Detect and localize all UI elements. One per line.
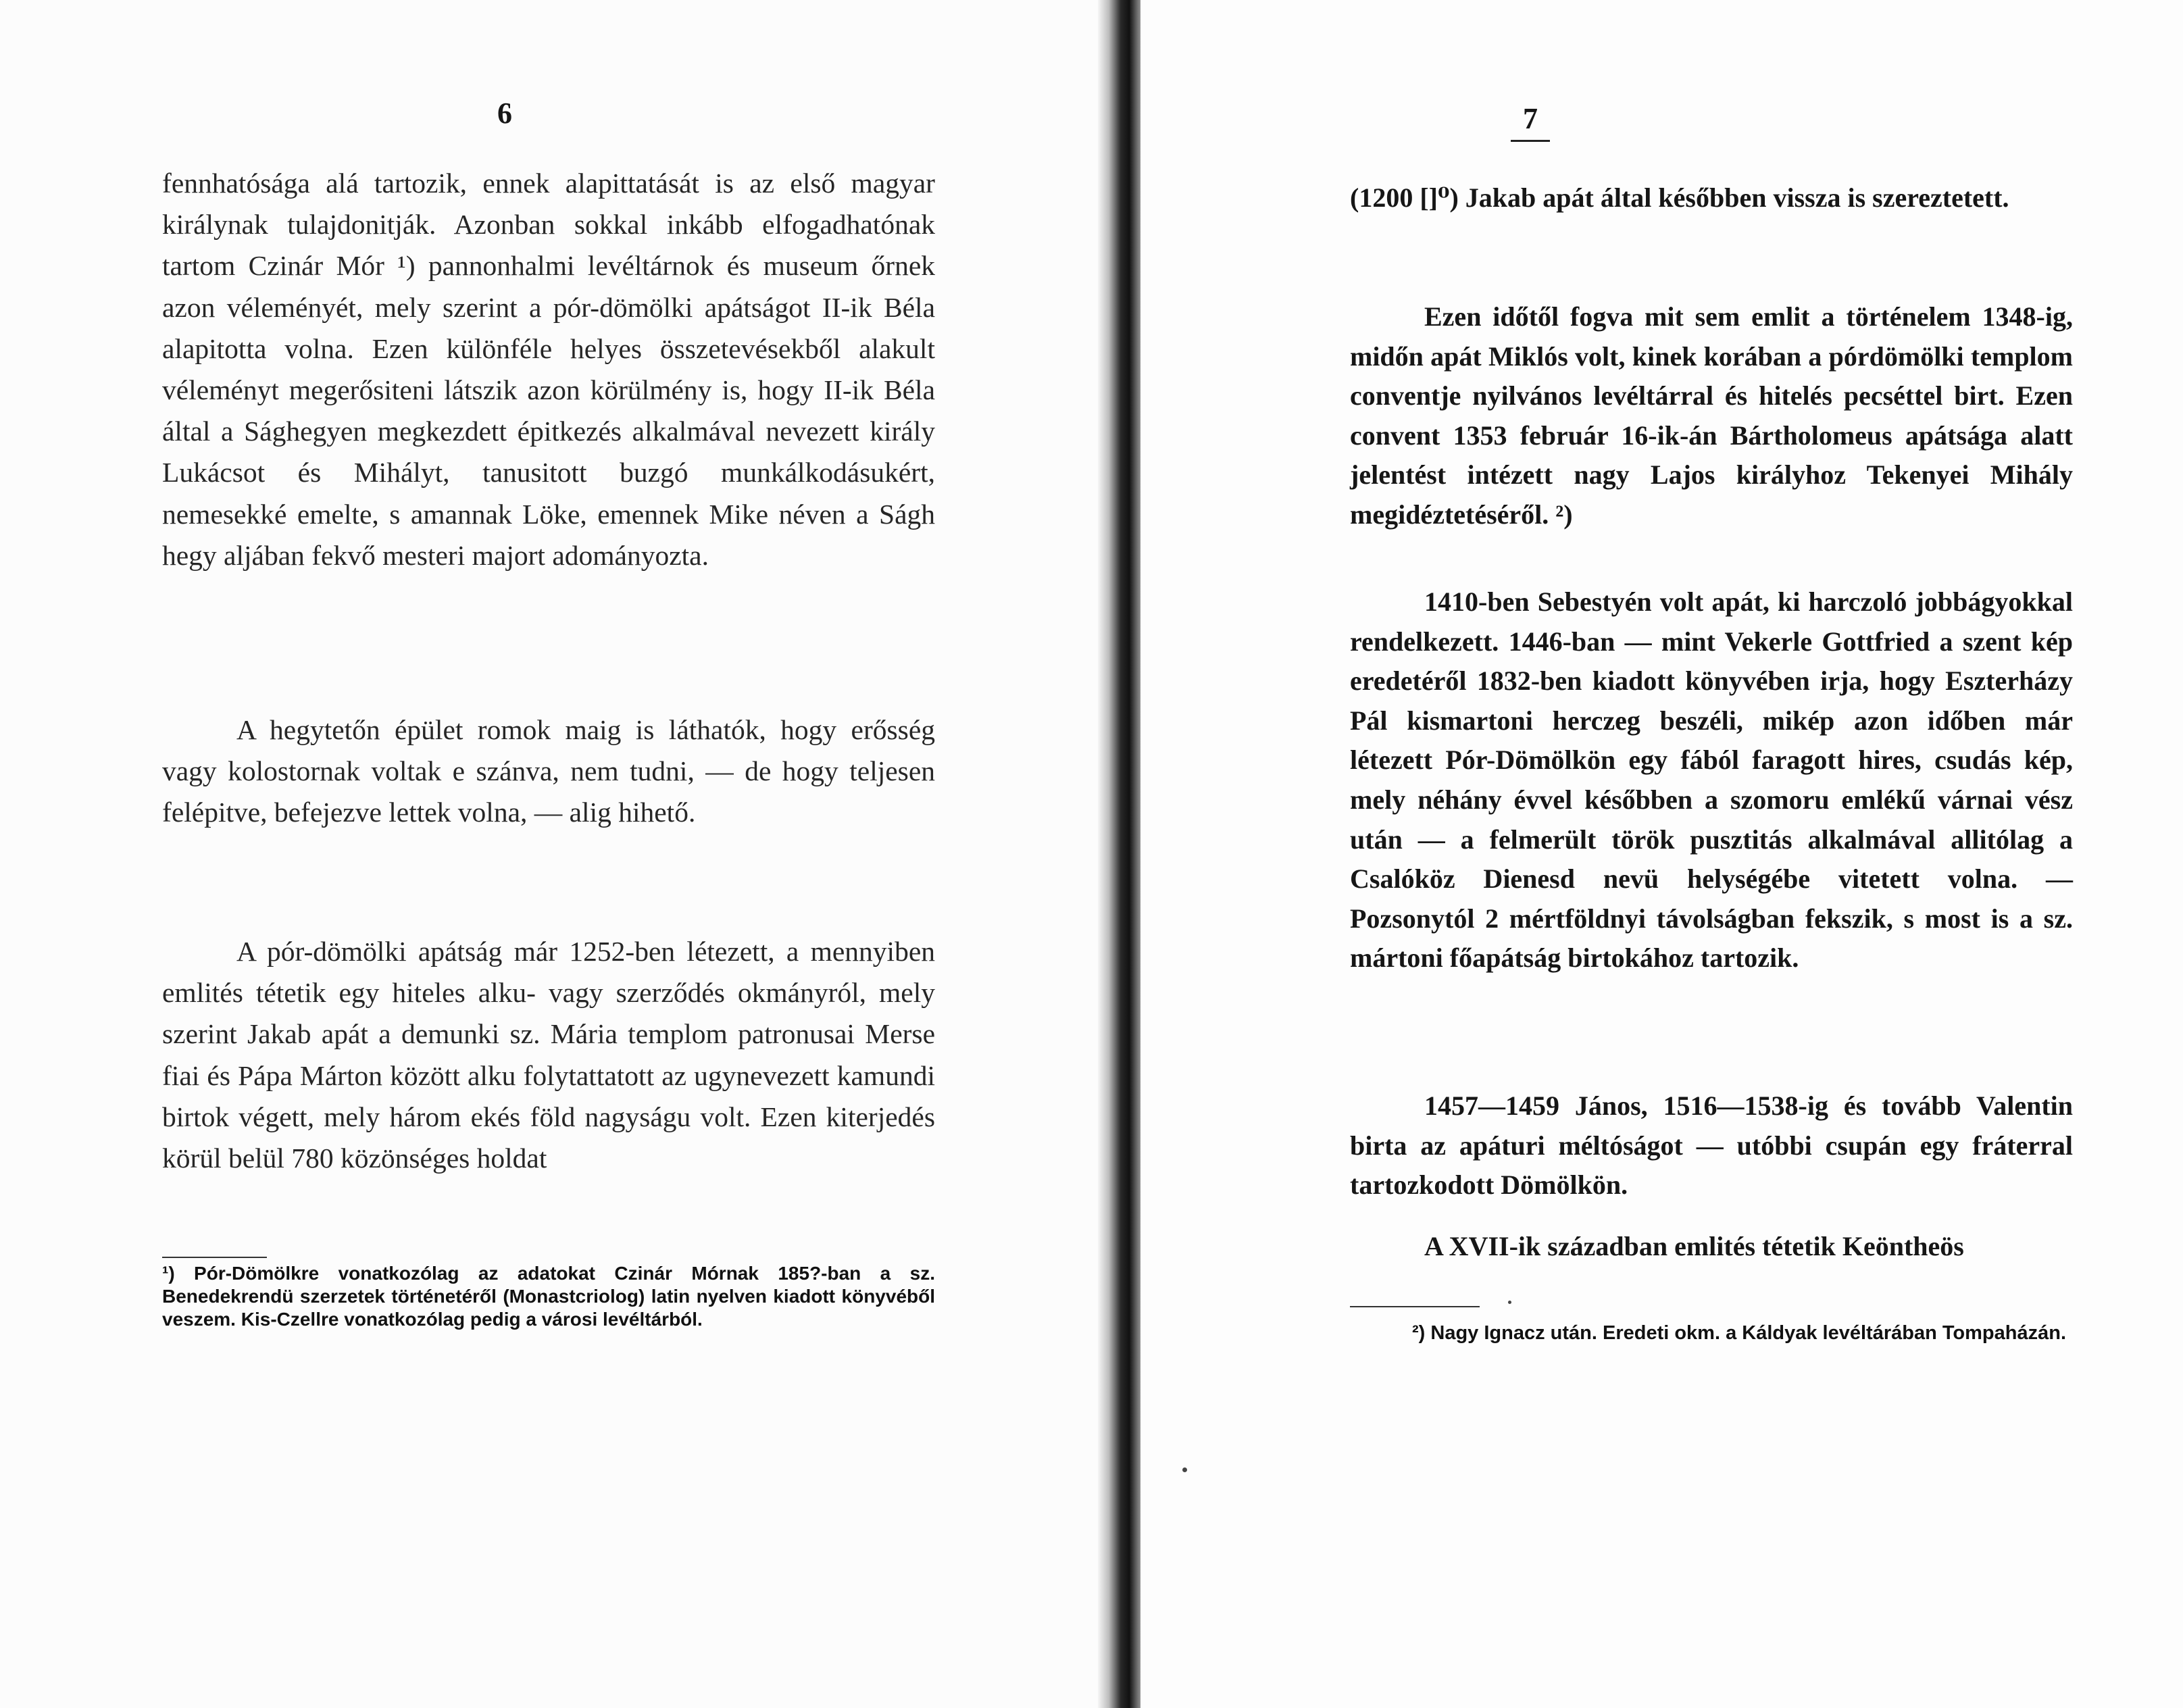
body-text	[162, 931, 935, 1179]
page-number: 7	[1511, 101, 1550, 142]
footnote: ²) Nagy Ignacz után. Eredeti okm. a Káldyak levéltárában Tompaházán.	[1412, 1322, 2067, 1344]
footnote: ¹) Pór-Dömölkre vonatkozólag az adatokat Czinár Mórnak 185?-ban a sz. Benedekrendü szerzetek történetéről (Monastcriolog) latin nyelven kiadott könyvéből veszem. Kis-Czellre vonatkozólag pedig a városi levéltárból.	[162, 1263, 935, 1330]
body-text	[1350, 582, 2073, 978]
footnote-rule	[1350, 1306, 1480, 1307]
ink-speck	[1508, 1301, 1511, 1304]
body-text	[1350, 1227, 2073, 1267]
page-number: 6	[497, 97, 512, 130]
paragraph: A pór-dömölki apátság már 1252-ben létezett, a mennyiben emlités tétetik egy hiteles alku- vagy szerződés okmányról, mely szerint Jakab apát a demunki sz. Mária templom patronusai Merse fiai és Pápa Márton között alku folytattatott az ugynevezett kamundi birtok végett, mely három ekés föld nagyságu volt. Ezen kiterjedés körül belül 780 közönséges holdat	[162, 936, 935, 1174]
paragraph: 1457—1459 János, 1516—1538-ig és tovább Valentin birta az apáturi méltóságot — utóbbi csupán egy fráterral tartozkodott Dömölkön.	[1350, 1090, 2073, 1201]
ink-speck	[1182, 1467, 1187, 1472]
body-text	[1350, 1086, 2073, 1205]
paragraph: A XVII-ik században emlités tétetik Keöntheös	[1424, 1231, 1964, 1261]
body-text	[1350, 297, 2073, 535]
paragraph: Ezen időtől fogva mit sem emlit a történelem 1348-ig, midőn apát Miklós volt, kinek korában a pórdömölki templom conventje nyilvános levéltárral és hitelés pecséttel birt. Ezen convent 1353 február 16-ik-án Bártholomeus apátsága alatt jelentést intézett nagy Lajos királyhoz Tekenyei Mihály megidéztetéséről. ²)	[1350, 301, 2073, 530]
paragraph: A hegytetőn épület romok maig is láthatók, hogy erősség vagy kolostornak voltak e szánva, nem tudni, — de hogy teljesen felépitve, befejezve lettek volna, — alig hihető.	[162, 714, 935, 828]
body-text	[162, 163, 935, 576]
body-text	[1350, 178, 2073, 218]
body-text	[162, 709, 935, 834]
right-page	[1140, 0, 2183, 1708]
paragraph: (1200 []⁰) Jakab apát által későbben vissza is szereztetett.	[1350, 182, 2009, 213]
paragraph: fennhatósága alá tartozik, ennek alapittatását is az első magyar királynak tulajdonitják. Azonban sokkal inkább elfogadhatónak tartom Czinár Mór ¹) pannonhalmi levéltárnok és museum őrnek azon véleményét, mely szerint a pór-dömölki apátságot II-ik Béla alapitotta volna. Ezen különféle helyes összetevésekből alakult véleményt megerősiteni látszik azon körülmény is, hogy II-ik Béla által a Sághegyen megkezdett épitkezés alkalmával nevezett király Lukácsot és Mihályt, tanusitott buzgó munkálkodásukért, nemesekké emelte, s amannak Löke, emennek Mike néven a Ságh hegy aljában fekvő mesteri majort adományozta.	[162, 168, 935, 571]
paragraph: 1410-ben Sebestyén volt apát, ki harczoló jobbágyokkal rendelkezett. 1446-ban — mint Vekerle Gottfried a szent kép eredetéről 1832-ben kiadott könyvében irja, hogy Eszterházy Pál kismartoni herczeg beszéli, mikép azon időben már létezett Pór-Dömölkön egy fából faragott hires, csudás kép, mely néhány évvel későbben a szomoru emlékű várnai vész után — a felmerült török pusztitás alkalmával allitólag a Csalóköz Dienesd nevü helységébe vitetett volna. — Pozsonytól 2 mértföldnyi távolságban fekszik, s most is a sz. mártoni főapátság birtokához tartozik.	[1350, 586, 2073, 974]
footnote-rule	[162, 1257, 267, 1258]
